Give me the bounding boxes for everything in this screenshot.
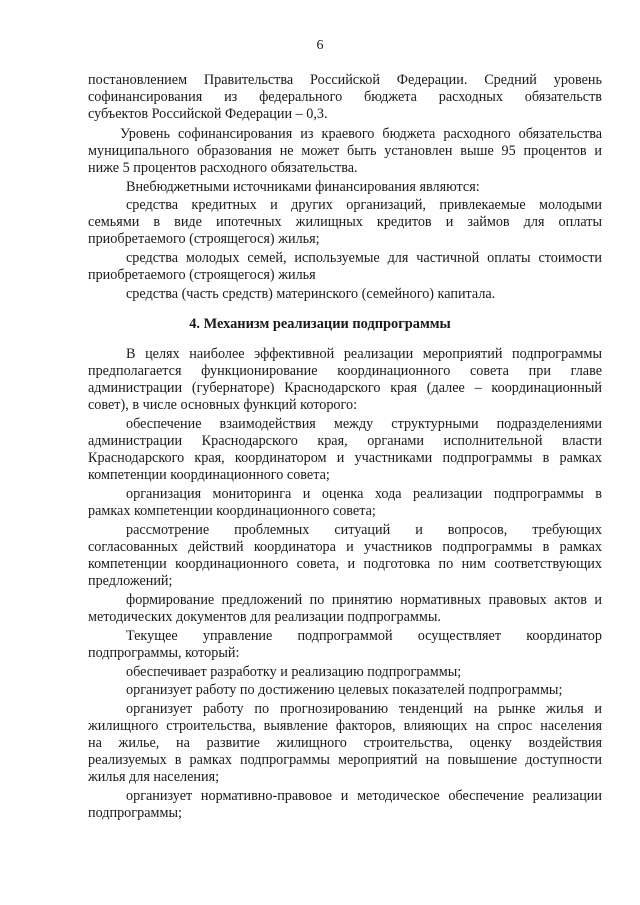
text-line: ниже 5 процентов расходного обязательства. <box>88 160 358 176</box>
text-line: подпрограммы, который: <box>88 645 240 661</box>
page-number: 6 <box>316 38 324 53</box>
text-line: формирование предложений по принятию нормативных правовых актов и <box>126 592 602 608</box>
text-line: организует работу по прогнозированию тенденций на рынке жилья и <box>126 701 602 717</box>
text-line: приобретаемого (строящегося) жилья; <box>88 231 320 247</box>
text-line: софинансирования из федерального бюджета расходных обязательств <box>88 89 602 105</box>
text-line: Краснодарского края, координатором и участниками подпрограммы в рамках <box>88 450 602 466</box>
text-line: средства кредитных и других организаций, привлекаемые молодыми <box>126 197 602 213</box>
text-line: администрации (губернаторе) Краснодарского края (далее – координационный <box>88 380 602 396</box>
section-heading: 4. Механизм реализации подпрограммы <box>189 316 451 332</box>
text-line: жилья для населения; <box>88 769 220 785</box>
text-line: предложений; <box>88 573 173 589</box>
text-line: В целях наиболее эффективной реализации мероприятий подпрограммы <box>126 346 602 362</box>
text-line: совет), в числе основных функций которого: <box>88 397 358 413</box>
text-line: компетенции координационного совета, и подготовка по ним соответствующих <box>88 556 602 572</box>
text-line: субъектов Российской Федерации – 0,3. <box>88 106 328 122</box>
text-line: компетенции координационного совета; <box>88 467 330 483</box>
text-line: подпрограммы; <box>88 805 182 821</box>
text-line: на жилье, на развитие жилищного строительства, оценку воздействия <box>88 735 602 751</box>
text-line: рассмотрение проблемных ситуаций и вопросов, требующих <box>126 522 602 538</box>
text-line: предполагается функционирование координационного совета при главе <box>88 363 602 379</box>
text-line: семьями в виде ипотечных жилищных кредитов и займов для оплаты <box>88 214 602 230</box>
text-line: приобретаемого (строящегося) жилья <box>88 267 316 283</box>
text-line: администрации Краснодарского края, органами исполнительной власти <box>88 433 602 449</box>
text-line: организует работу по достижению целевых показателей подпрограммы; <box>126 682 563 698</box>
text-line: рамках компетенции координационного совета; <box>88 503 376 519</box>
text-line: Уровень софинансирования из краевого бюджета расходного обязательства <box>120 126 602 142</box>
text-line: обеспечивает разработку и реализацию подпрограммы; <box>126 664 462 680</box>
text-line: жилищного строительства, выявление факторов, влияющих на спрос населения <box>88 718 602 734</box>
text-line: реализуемых в рамках подпрограммы мероприятий на повышение доступности <box>88 752 602 768</box>
text-line: организует нормативно-правовое и методическое обеспечение реализации <box>126 788 602 804</box>
text-line: муниципального образования не может быть установлен выше 95 процентов и <box>88 143 602 159</box>
text-line: Внебюджетными источниками финансирования являются: <box>126 179 480 195</box>
text-line: Текущее управление подпрограммой осуществляет координатор <box>126 628 602 644</box>
text-line: постановлением Правительства Российской Федерации. Средний уровень <box>88 72 602 88</box>
text-line: средства молодых семей, используемые для частичной оплаты стоимости <box>126 250 602 266</box>
text-line: согласованных действий координатора и участников подпрограммы в рамках <box>88 539 602 555</box>
text-line: обеспечение взаимодействия между структурными подразделениями <box>126 416 602 432</box>
text-line: средства (часть средств) материнского (семейного) капитала. <box>126 286 496 302</box>
text-line: методических документов для реализации подпрограммы. <box>88 609 441 625</box>
text-line: организация мониторинга и оценка хода реализации подпрограммы в <box>126 486 602 502</box>
